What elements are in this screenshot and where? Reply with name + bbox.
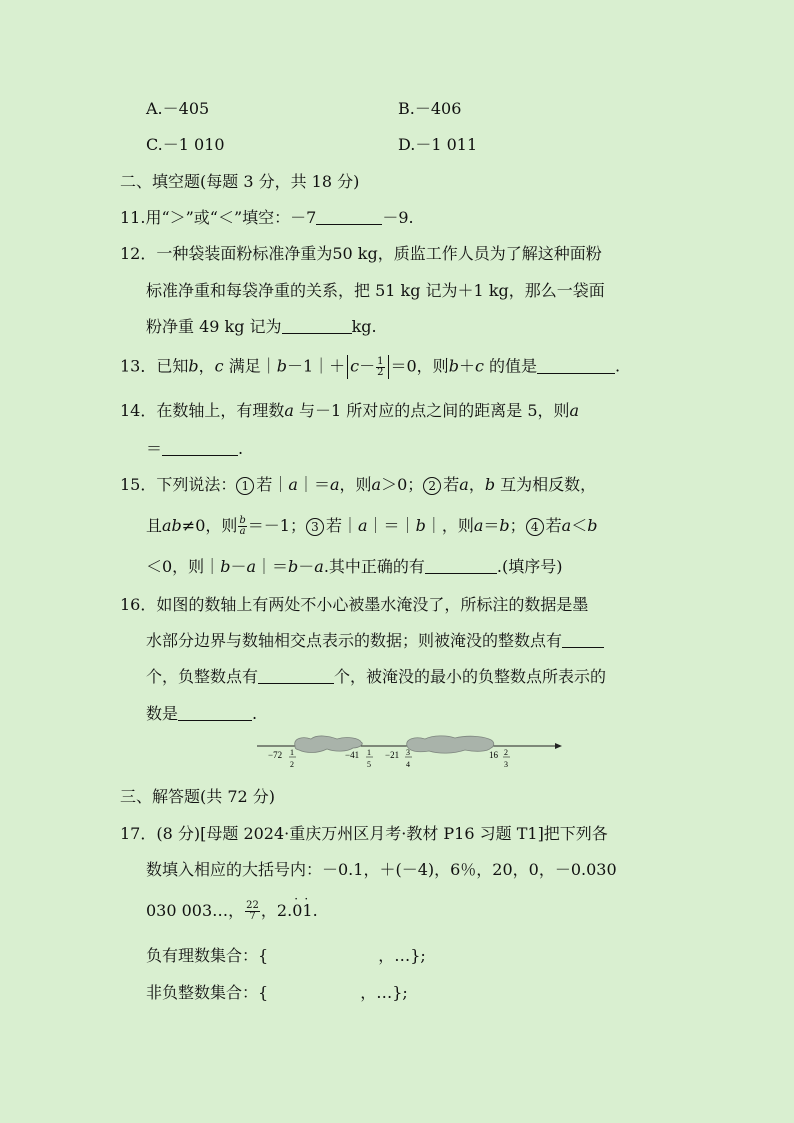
axis-label-4 (489, 748, 510, 769)
q13-text: . (615, 356, 621, 376)
q15-text: 若｜ (325, 516, 358, 535)
q15-text: 互为相反数， (495, 475, 597, 494)
q12-line-2: 标准净重和每袋净重的关系，把 51 kg 记为＋1 kg，那么一袋面 (146, 281, 605, 300)
abs-bar (388, 355, 389, 379)
q16-text: 水部分边界与数轴相交点表示的数据；则被淹没的整数点有 (146, 631, 563, 650)
var-ab: ab (162, 516, 182, 535)
axis-label-3 (385, 748, 412, 769)
label-numerator: 1 (290, 748, 294, 757)
q14-text: 与－1 所对应的点之间的距离是 5，则 (293, 401, 570, 420)
q13-text: 的值是 (483, 356, 538, 376)
set-label: 非负整数集合：{ (146, 983, 269, 1002)
q12-line-1: 12．一种袋装面粉标准净重为50 kg，质监工作人员为了解这种面粉 (120, 244, 602, 263)
q13-text: ＝0，则 (390, 356, 449, 376)
label-denominator: 4 (406, 760, 410, 769)
label-numerator: 3 (406, 748, 410, 757)
var-a: a (358, 516, 368, 535)
var-a: a (459, 475, 469, 494)
q12-text: 粉净重 49 kg 记为 (146, 317, 282, 336)
fraction-denominator (238, 527, 246, 537)
q15-text: ｜＝｜ (367, 516, 416, 535)
q16-line-4 (146, 703, 257, 725)
q15-text: ｜，则 (425, 516, 474, 535)
q15-text: 若｜ (256, 475, 289, 494)
var-c: c (350, 356, 360, 376)
section-2-title: 二、填空题(每题 3 分，共 18 分) (120, 172, 360, 191)
q15-text: ＝ (483, 516, 500, 535)
q14-text: . (238, 439, 244, 458)
q15-text: ，则 (339, 475, 372, 494)
q14-text: 14．在数轴上，有理数 (120, 401, 285, 420)
q17-line-1: 17．(8 分)[母题 2024·重庆万州区月考·教材 P16 习题 T1]把下列各 (120, 824, 608, 843)
q15-text: － (230, 557, 247, 576)
var-b: b (484, 475, 496, 494)
q13-text: ＋ (458, 356, 475, 376)
axis-arrow (555, 743, 562, 749)
fraction-half (376, 357, 384, 378)
q11-text: 11.用“＞”或“＜”填空：－7 (120, 208, 317, 227)
fraction-22-7 (245, 901, 260, 922)
q15-blank[interactable] (425, 557, 497, 574)
var-a: a (314, 557, 324, 576)
var-b: b (288, 557, 299, 576)
label-numerator: 2 (504, 748, 508, 757)
var-a: a (561, 516, 572, 535)
var-a: a (569, 401, 580, 420)
var-b: b (188, 356, 199, 376)
abs-bar (347, 355, 348, 379)
label-denominator: 3 (504, 760, 508, 769)
q15-line-2 (146, 515, 597, 537)
label-integer: −21 (385, 750, 400, 760)
var-c: c (214, 356, 224, 376)
q14-line-2 (146, 438, 243, 460)
q16-line-2 (146, 630, 604, 652)
question-11 (120, 207, 414, 229)
var-b: b (587, 516, 598, 535)
q15-text: ； (509, 516, 526, 535)
fraction-denominator: 2 (377, 366, 384, 378)
q15-text: ≠0，则 (181, 516, 238, 535)
q17-text: 030 003…， (146, 901, 245, 920)
q16-blank-1[interactable] (562, 631, 604, 648)
q14-blank[interactable] (162, 439, 238, 456)
option-c: C.－1 010 (146, 135, 225, 154)
var-a: a (371, 475, 382, 494)
q12-blank[interactable] (282, 317, 352, 334)
q15-text: .(填序号) (496, 557, 563, 576)
fraction-b-over-a (238, 516, 246, 537)
circled-number: 4 (526, 518, 544, 536)
q16-text: 个，负整数点有 (146, 667, 259, 686)
repeating-digit: · 1 (302, 900, 312, 922)
var-c: c (474, 356, 484, 376)
q15-text: ｜＝ (297, 475, 330, 494)
var-b: b (448, 356, 459, 376)
q13-text: －1｜＋ (286, 356, 346, 376)
q15-text: 15．下列说法： (120, 475, 237, 494)
q16-text: 数是 (146, 704, 179, 723)
q15-text: 若 (545, 516, 562, 535)
q15-text: 若 (443, 475, 460, 494)
q17-set-negative-rational (146, 945, 426, 967)
axis-label-2 (345, 748, 373, 769)
axis-label-1 (268, 748, 296, 769)
fraction-numerator: 1 (377, 355, 384, 367)
q17-set-nonnegative-integer (146, 982, 408, 1004)
var-a: a (246, 557, 256, 576)
q15-text: ｜＝ (256, 557, 289, 576)
var-b: b (276, 356, 287, 376)
q16-blank-2[interactable] (258, 667, 334, 684)
q13-blank[interactable] (537, 357, 615, 374)
section-3-title: 三、解答题(共 72 分) (120, 787, 276, 806)
var-b: b (415, 516, 426, 535)
q11-blank[interactable] (316, 208, 382, 225)
q15-text: ＞0； (381, 475, 424, 494)
q13-text: 13．已知 (120, 356, 189, 376)
q16-blank-3[interactable] (178, 704, 252, 721)
q13-text: 满足｜ (223, 356, 277, 376)
option-b: B.－406 (398, 99, 462, 118)
var-a: a (329, 475, 340, 494)
var-a: a (284, 401, 294, 420)
q12-unit: kg. (351, 317, 377, 336)
circled-number: 1 (236, 477, 254, 495)
var-b: b (220, 557, 231, 576)
circled-number: 3 (306, 518, 324, 536)
q17-text: ，2. (260, 901, 293, 920)
label-denominator: 5 (367, 760, 371, 769)
q17-line-2: 数填入相应的大括号内：－0.1，＋(－4)，6％，20，0，－0.030 (146, 860, 617, 879)
var-a: a (239, 526, 246, 537)
q15-text: ＝－1； (247, 516, 306, 535)
label-numerator: 1 (367, 748, 371, 757)
q16-text: . (252, 704, 258, 723)
q13-text: － (359, 356, 376, 376)
var-a: a (288, 475, 298, 494)
option-a: A.－405 (146, 99, 210, 118)
q14-line-1 (120, 400, 579, 422)
question-13 (120, 355, 620, 379)
q15-text: ＜ (571, 516, 588, 535)
var-a: a (473, 516, 484, 535)
option-d: D.－1 011 (398, 135, 478, 154)
label-integer: 16 (489, 750, 498, 760)
var-b: b (499, 516, 510, 535)
fraction-denominator: 7 (249, 911, 256, 922)
q15-text: .其中正确的有 (323, 557, 425, 576)
q16-line-3 (146, 666, 606, 688)
set-end: ，…}; (378, 946, 426, 965)
set-label: 负有理数集合：{ (146, 946, 269, 965)
ink-blob-2 (407, 736, 494, 753)
label-integer: −41 (345, 750, 360, 760)
q15-text: ＜0，则｜ (146, 557, 221, 576)
q17-text: . (312, 901, 318, 920)
circled-number: 2 (423, 477, 441, 495)
fraction-numerator: 22 (246, 900, 259, 911)
q16-line-1: 16．如图的数轴上有两处不小心被墨水淹没了，所标注的数据是墨 (120, 595, 589, 614)
q15-text: － (298, 557, 315, 576)
q12-line-3 (146, 316, 377, 338)
var-b: b (239, 515, 246, 526)
q14-text: ＝ (146, 439, 163, 458)
number-line-figure (255, 730, 567, 774)
q16-text: 个，被淹没的最小的负整数点所表示的 (334, 667, 607, 686)
q15-text: ， (468, 475, 485, 494)
q11-tail: －9. (382, 208, 414, 227)
label-integer: −72 (268, 750, 283, 760)
q15-text: 且 (146, 516, 163, 535)
set-end: ，…}; (360, 983, 408, 1002)
q15-line-1 (120, 474, 596, 496)
q17-line-3 (146, 900, 318, 922)
label-denominator: 2 (290, 760, 294, 769)
q13-text: ， (198, 356, 215, 376)
repeating-digit: · 0 (292, 900, 302, 922)
q15-line-3 (146, 556, 563, 578)
